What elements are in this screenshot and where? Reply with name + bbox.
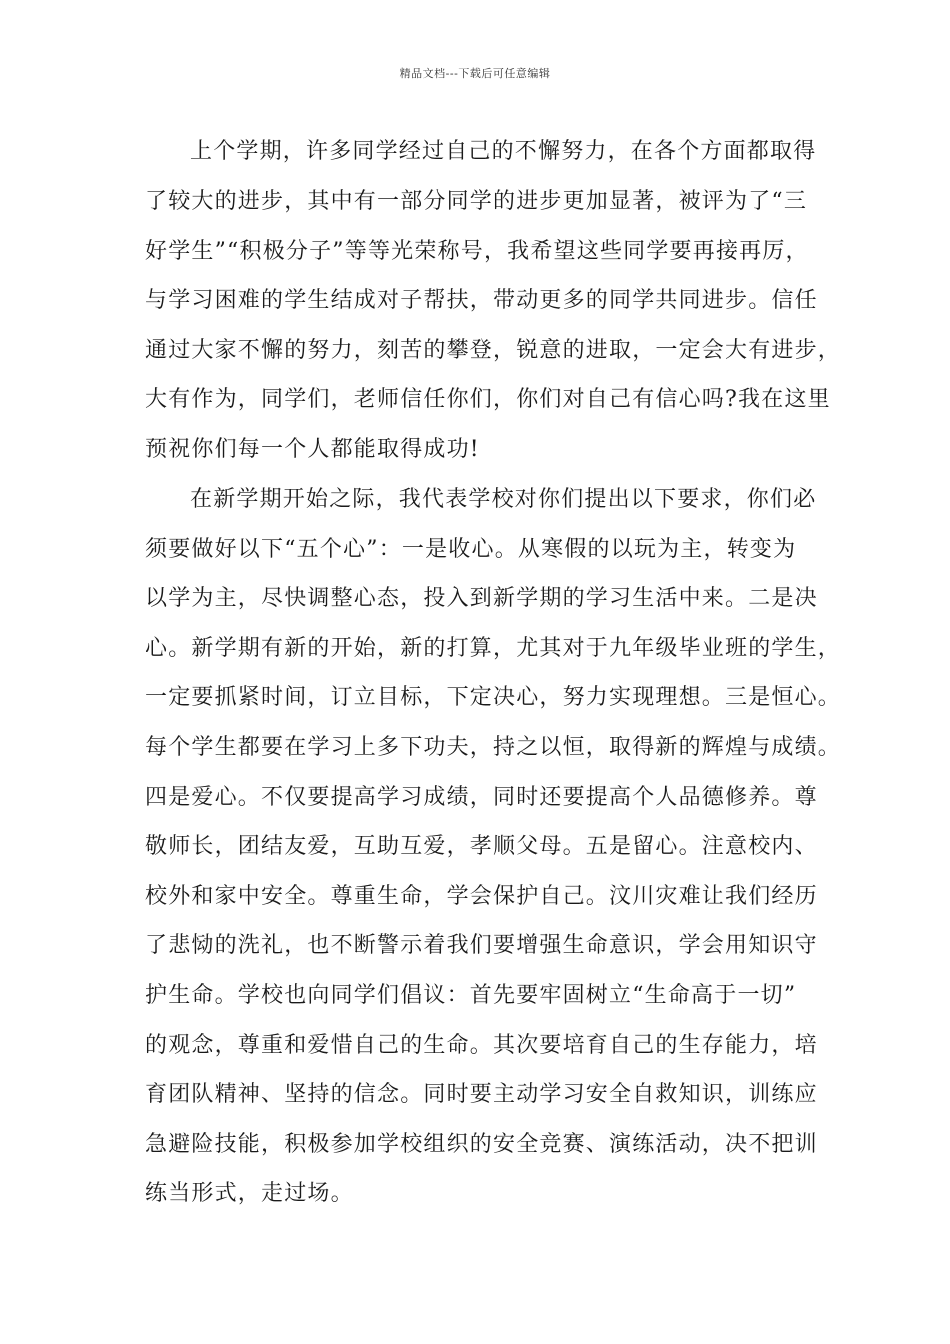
paragraph-2-line-3: 以学为主，尽快调整心态，投入到新学期的学习生活中来。二是决 xyxy=(145,586,818,611)
paragraph-2-line-1: 在新学期开始之际，我代表学校对你们提出以下要求，你们必 xyxy=(190,487,817,512)
paragraph-2-line-11: 护生命。学校也向同学们倡议：首先要牢固树立“生命高于一切” xyxy=(145,983,797,1008)
paragraph-2-line-8: 敬师长，团结友爱，互助互爱，孝顺父母。五是留心。注意校内、 xyxy=(145,834,818,859)
paragraph-1-line-1: 上个学期，许多同学经过自己的不懈努力，在各个方面都取得 xyxy=(190,139,817,164)
paragraph-1-line-4: 与学习困难的学生结成对子帮扶，带动更多的同学共同进步。信任 xyxy=(145,288,818,313)
paragraph-2-line-5: 一定要抓紧时间，订立目标，下定决心，努力实现理想。三是恒心。 xyxy=(145,685,842,710)
paragraph-1-line-6: 大有作为，同学们，老师信任你们，你们对自己有信心吗?我在这里 xyxy=(145,387,831,412)
paragraph-2-line-4: 心。新学期有新的开始，新的打算，尤其对于九年级毕业班的学生， xyxy=(145,636,842,661)
paragraph-1-line-2: 了较大的进步，其中有一部分同学的进步更加显著，被评为了“三 xyxy=(145,189,808,214)
paragraph-2-line-12: 的观念，尊重和爱惜自己的生命。其次要培育自己的生存能力，培 xyxy=(145,1033,818,1058)
paragraph-1-line-5: 通过大家不懈的努力，刻苦的攀登，锐意的进取，一定会大有进步， xyxy=(145,338,842,363)
paragraph-2-line-14: 急避险技能，积极参加学校组织的安全竞赛、演练活动，决不把训 xyxy=(145,1132,818,1157)
paragraph-2-line-15: 练当形式，走过场。 xyxy=(145,1181,354,1206)
paragraph-2-line-2: 须要做好以下“五个心”：一是收心。从寒假的以玩为主，转变为 xyxy=(145,537,797,562)
page-header: 精品文档---下载后可任意编辑 xyxy=(399,67,551,80)
paragraph-2-line-6: 每个学生都要在学习上多下功夫，持之以恒，取得新的辉煌与成绩。 xyxy=(145,735,842,760)
paragraph-2-line-13: 育团队精神、坚持的信念。同时要主动学习安全自救知识，训练应 xyxy=(145,1082,818,1107)
paragraph-2-line-10: 了悲恸的洗礼，也不断警示着我们要增强生命意识，学会用知识守 xyxy=(145,933,818,958)
paragraph-1-line-7: 预祝你们每一个人都能取得成功! xyxy=(145,437,480,462)
paragraph-2-line-9: 校外和家中安全。尊重生命，学会保护自己。汶川灾难让我们经历 xyxy=(145,884,818,909)
paragraph-2-line-7: 四是爱心。不仅要提高学习成绩，同时还要提高个人品德修养。尊 xyxy=(145,785,818,810)
paragraph-1-line-3: 好学生”“积极分子”等等光荣称号，我希望这些同学要再接再厉， xyxy=(145,239,809,264)
